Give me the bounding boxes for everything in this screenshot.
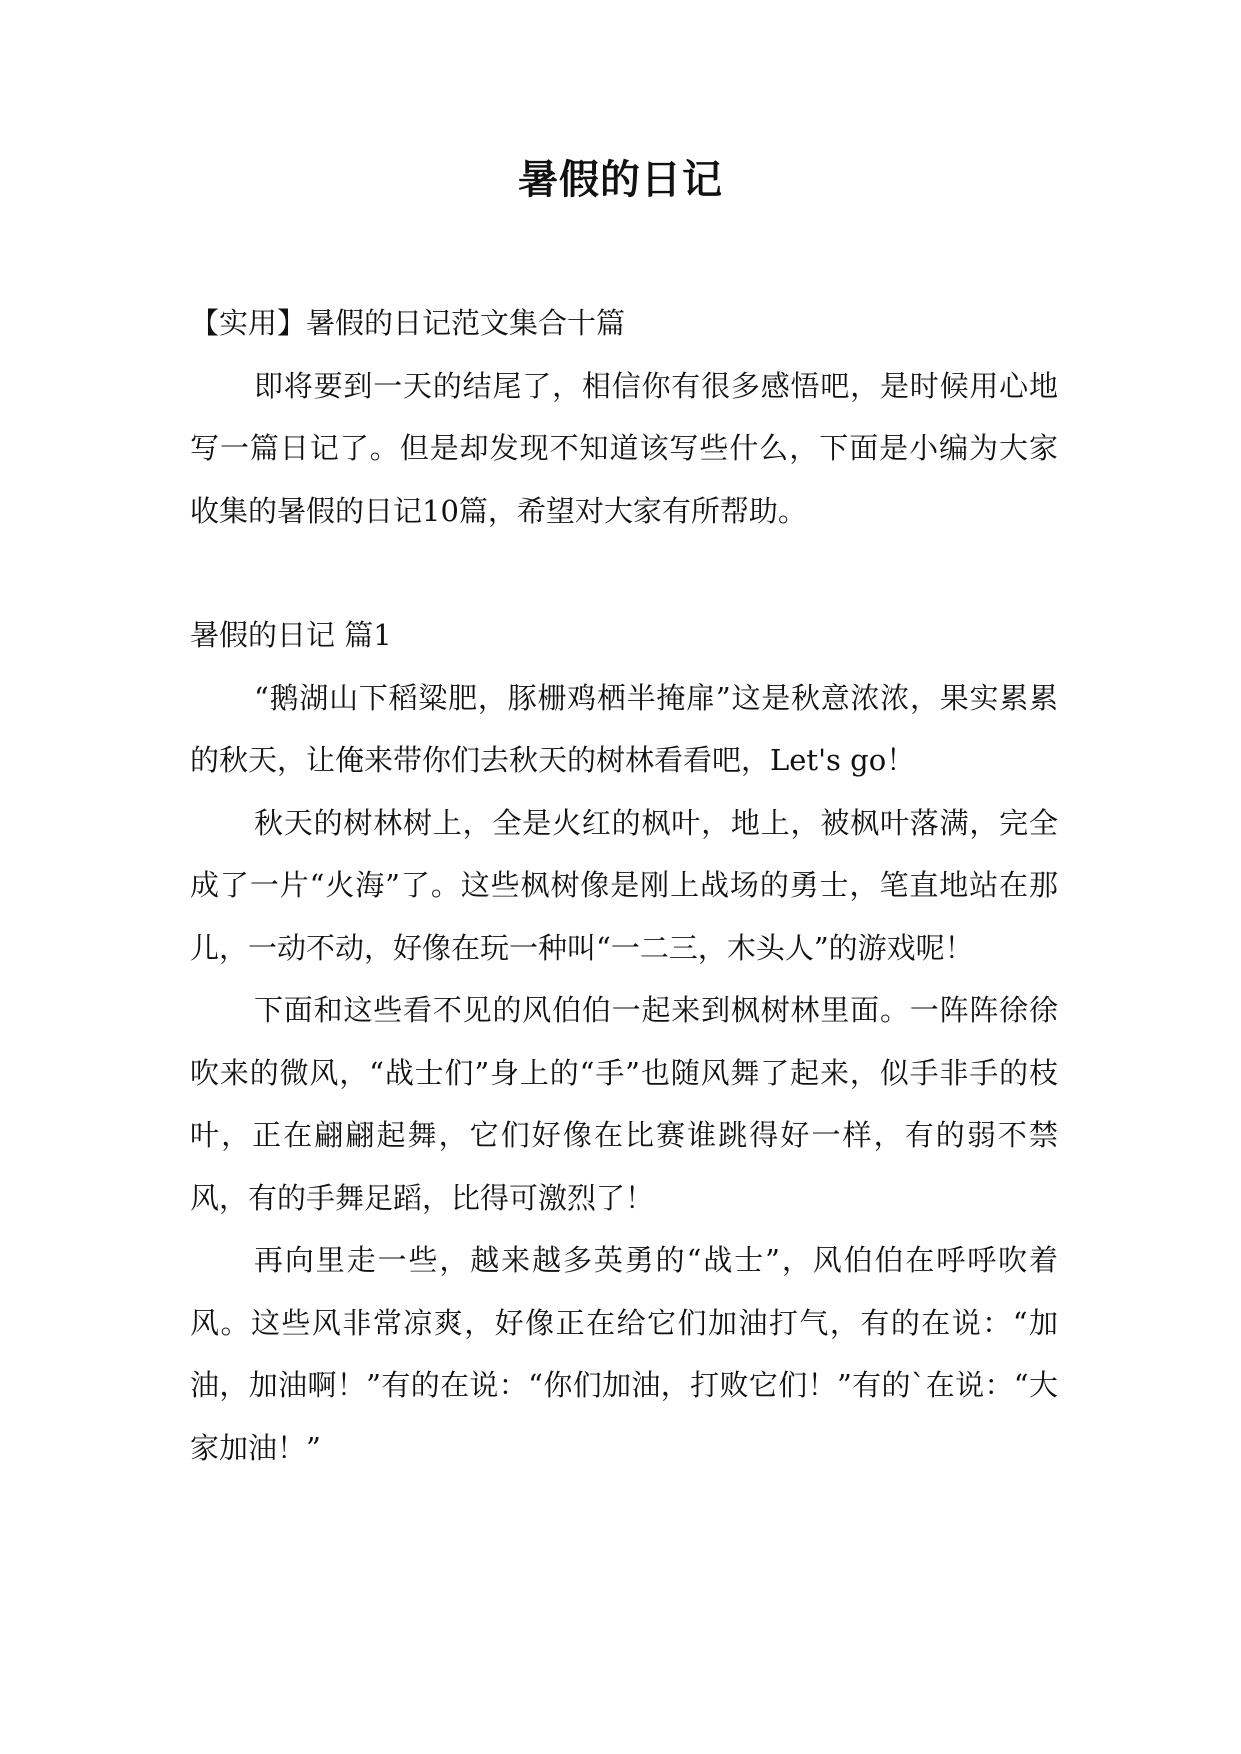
- body-paragraph-3: 下面和这些看不见的风伯伯一起来到枫树林里面。一阵阵徐徐吹来的微风，“战士们”身上的“手”也随风舞了起来，似手非手的枝叶，正在翩翩起舞，它们好像在比赛谁跳得好一样，有的弱不禁风，有的手舞足蹈，比得可激烈了！: [190, 993, 1058, 1215]
- body-paragraph-4: 再向里走一些，越来越多英勇的“战士”，风伯伯在呼呼吹着风。这些风非常凉爽，好像正在给它们加油打气，有的在说：“加油，加油啊！”有的在说：“你们加油，打败它们！”有的`在说：“大家加油！”: [190, 1243, 1058, 1465]
- intro-paragraph: 即将要到一天的结尾了，相信你有很多感悟吧，是时候用心地写一篇日记了。但是却发现不知道该写些什么，下面是小编为大家收集的暑假的日记10篇，希望对大家有所帮助。: [190, 368, 1058, 528]
- document-title: 暑假的日记: [518, 157, 723, 203]
- section-spacer: [190, 542, 1058, 604]
- section-heading: 暑假的日记 篇1: [190, 618, 392, 652]
- intro-heading: 【实用】暑假的日记范文集合十篇: [190, 306, 626, 340]
- body-paragraph-2: 秋天的树林树上，全是火红的枫叶，地上，被枫叶落满，完全成了一片“火海”了。这些枫树像是刚上战场的勇士，笔直地站在那儿，一动不动，好像在玩一种叫“一二三，木头人”的游戏呢！: [190, 805, 1058, 965]
- body-paragraph-1: “鹅湖山下稻粱肥，豚栅鸡栖半掩扉”这是秋意浓浓，果实累累的秋天，让俺来带你们去秋天的树林看看吧，Let's go！: [190, 680, 1058, 777]
- document-body: [190, 292, 1058, 1479]
